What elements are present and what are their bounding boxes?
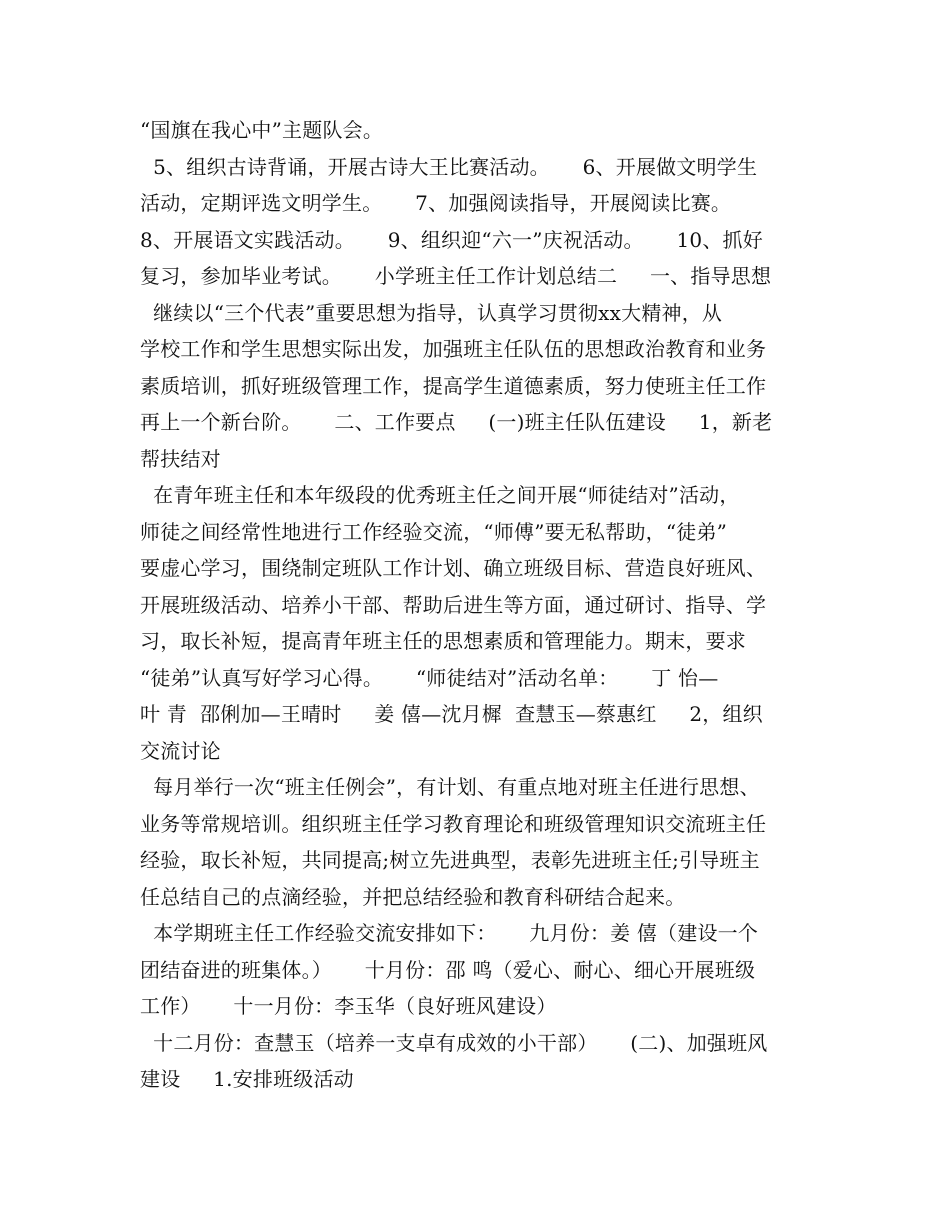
text-line: 8、开展语文实践活动。 9、组织迎“六一”庆祝活动。 10、抓好 [140, 228, 763, 252]
text-line: 在青年班主任和本年级段的优秀班主任之间开展“师徒结对”活动， [140, 483, 740, 507]
text-line: 习，取长补短，提高青年班主任的思想素质和管理能力。期末，要求 [140, 629, 746, 653]
text-line: 继续以“三个代表”重要思想为指导，认真学习贯彻xx大精神，从 [140, 301, 723, 325]
text-line: “徒弟”认真写好学习心得。 “师徒结对”活动名单： 丁 怡— [140, 666, 719, 690]
text-line: 任总结自己的点滴经验，并把总结经验和教育科研结合起来。 [140, 885, 686, 909]
text-line: 帮扶结对 [140, 447, 221, 471]
text-line: 再上一个新台阶。 二、工作要点 (一)班主任队伍建设 1，新老 [140, 410, 773, 434]
text-line: 要虚心学习，围绕制定班队工作计划、确立班级目标、营造良好班风、 [140, 556, 767, 580]
text-line: 经验，取长补短，共同提高;树立先进典型，表彰先进班主任;引导班主 [140, 848, 760, 872]
text-line: 建设 1.安排班级活动 [140, 1067, 354, 1091]
text-line: 每月举行一次“班主任例会”，有计划、有重点地对班主任进行思想、 [140, 775, 760, 799]
text-line: 十二月份：查慧玉（培养一支卓有成效的小干部） (二)、加强班风 [140, 1031, 768, 1055]
text-line: 交流讨论 [140, 739, 221, 763]
text-line: 本学期班主任工作经验交流安排如下： 九月份：姜 僖（建设一个 [140, 921, 759, 945]
text-line: 学校工作和学生思想实际出发，加强班主任队伍的思想政治教育和业务 [140, 337, 767, 361]
text-line: 素质培训，抓好班级管理工作，提高学生道德素质，努力使班主任工作 [140, 374, 767, 398]
text-line: 5、组织古诗背诵，开展古诗大王比赛活动。 6、开展做文明学生 [140, 155, 758, 179]
text-line: 开展班级活动、培养小干部、帮助后进生等方面，通过研讨、指导、学 [140, 593, 767, 617]
text-line: 活动，定期评选文明学生。 7、加强阅读指导，开展阅读比赛。 [140, 191, 732, 215]
text-line: 团结奋进的班集体。） 十月份：邵 鸣（爱心、耐心、细心开展班级 [140, 958, 756, 982]
text-line: 复习，参加毕业考试。 小学班主任工作计划总结二 一、指导思想 [140, 264, 772, 288]
text-line: “国旗在我心中”主题队会。 [140, 118, 384, 142]
text-line: 师徒之间经常性地进行工作经验交流，“师傅”要无私帮助，“徒弟” [140, 520, 728, 544]
text-line: 叶 青 邵俐加—王晴时 姜 僖—沈月樨 查慧玉—蔡惠红 2，组织 [140, 702, 763, 726]
text-line: 业务等常规培训。组织班主任学习教育理论和班级管理知识交流班主任 [140, 812, 767, 836]
text-line: 工作） 十一月份：李玉华（良好班风建设） [140, 994, 557, 1018]
